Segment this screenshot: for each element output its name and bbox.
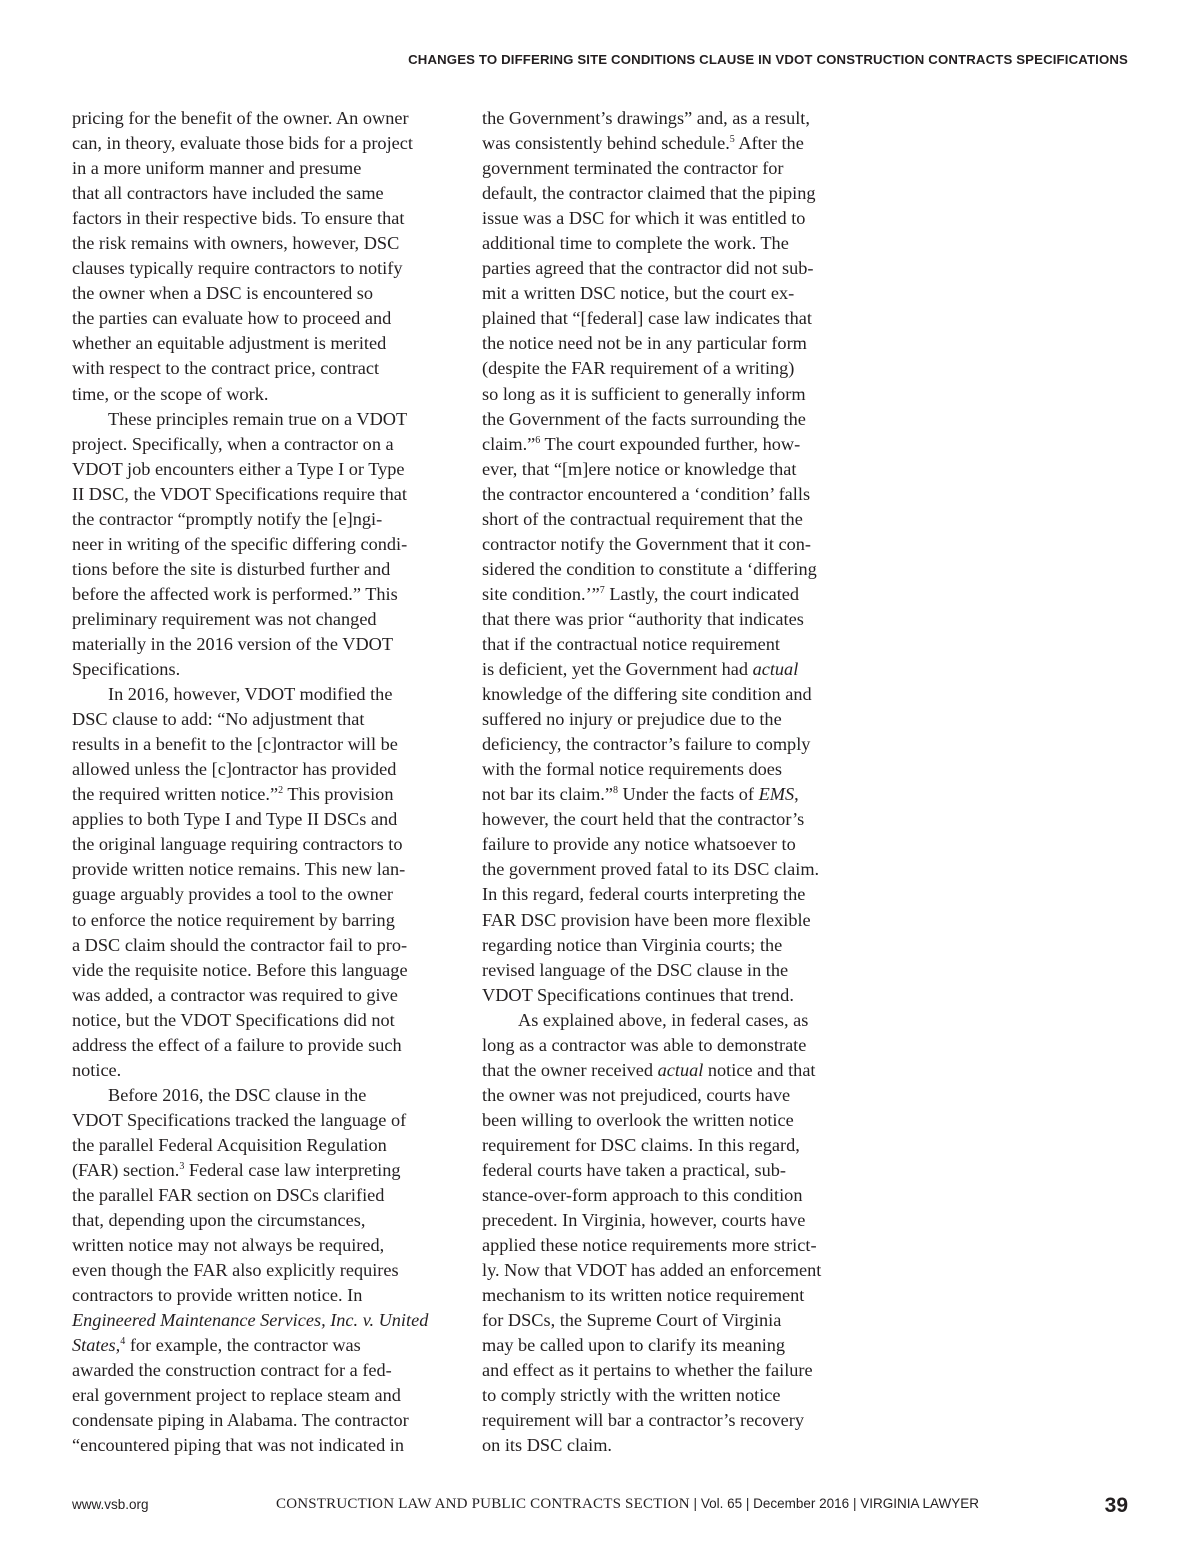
text-line xyxy=(72,882,457,907)
text-line xyxy=(72,181,457,206)
line-text: As explained above, in federal cases, as xyxy=(518,1009,809,1030)
line-text: contractors to provide written notice. In xyxy=(72,1285,363,1306)
text-line xyxy=(482,832,867,857)
text-line xyxy=(72,632,457,657)
text-line xyxy=(482,882,867,907)
line-text: II DSC, the VDOT Specifications require that xyxy=(72,483,407,504)
text-line xyxy=(72,1433,457,1458)
line-text: that, depending upon the circumstances, xyxy=(72,1210,366,1231)
line-text: allowed unless the [c]ontractor has provided xyxy=(72,759,397,780)
text-line xyxy=(482,1333,867,1358)
line-text: provide written notice remains. This new lan- xyxy=(72,859,406,880)
text-line xyxy=(482,306,867,331)
text-line xyxy=(482,657,867,682)
line-text: applied these notice requirements more strict- xyxy=(482,1235,817,1256)
text-line xyxy=(72,281,457,306)
line-text: to comply strictly with the written notice xyxy=(482,1385,781,1406)
text-line xyxy=(72,331,457,356)
line-text: deficiency, the contractor’s failure to comply xyxy=(482,734,811,755)
line-text: project. Specifically, when a contractor on a xyxy=(72,433,394,454)
text-line xyxy=(72,106,457,131)
text-line xyxy=(72,507,457,532)
line-text: vide the requisite notice. Before this language xyxy=(72,959,408,980)
line-text: address the effect of a failure to provide such xyxy=(72,1034,402,1055)
line-text: ly. Now that VDOT has added an enforcement xyxy=(482,1260,822,1281)
line-text: mit a written DSC notice, but the court ex- xyxy=(482,283,795,304)
footnote-ref: 3 xyxy=(179,1160,185,1172)
text-line xyxy=(482,206,867,231)
text-line xyxy=(482,482,867,507)
line-text: tions before the site is disturbed further and xyxy=(72,558,391,579)
line-text: Specifications. xyxy=(72,659,181,680)
text-line xyxy=(482,1108,867,1133)
text-line xyxy=(482,382,867,407)
line-text: Under the facts of xyxy=(617,784,759,805)
text-line xyxy=(72,582,457,607)
text-line xyxy=(72,1183,457,1208)
line-text: not bar its claim.” xyxy=(482,784,613,805)
text-line xyxy=(482,807,867,832)
page-number: 39 xyxy=(1104,1494,1128,1517)
body-column-right xyxy=(482,106,867,1459)
line-text: precedent. In Virginia, however, courts have xyxy=(482,1210,806,1231)
line-text: before the affected work is performed.” This xyxy=(72,583,398,604)
text-line xyxy=(482,707,867,732)
text-line xyxy=(72,933,457,958)
line-text: been willing to overlook the written notice xyxy=(482,1109,794,1130)
page-footer xyxy=(72,1494,1128,1518)
line-text: is deficient, yet the Government had xyxy=(482,659,753,680)
text-line xyxy=(72,682,457,707)
text-line xyxy=(72,1208,457,1233)
line-text: to enforce the notice requirement by barring xyxy=(72,909,395,930)
text-line xyxy=(72,857,457,882)
line-text: ever, that “[m]ere notice or knowledge that xyxy=(482,458,797,479)
line-text: government terminated the contractor for xyxy=(482,158,784,179)
line-text: These principles remain true on a VDOT xyxy=(108,408,408,429)
line-text: materially in the 2016 version of the VDOT xyxy=(72,633,394,654)
text-line xyxy=(72,1133,457,1158)
text-line xyxy=(482,256,867,281)
line-text: applies to both Type I and Type II DSCs and xyxy=(72,809,398,830)
line-text: the parties can evaluate how to proceed and xyxy=(72,308,392,329)
line-text: issue was a DSC for which it was entitled to xyxy=(482,208,806,229)
line-text: notice. xyxy=(72,1059,122,1080)
text-line xyxy=(72,1358,457,1383)
text-line xyxy=(482,156,867,181)
text-line xyxy=(72,156,457,181)
footnote-ref: 5 xyxy=(729,134,735,146)
text-line xyxy=(72,1108,457,1133)
line-text: notice, but the VDOT Specifications did not xyxy=(72,1009,395,1030)
line-text: VDOT Specifications tracked the language of xyxy=(72,1109,407,1130)
text-line xyxy=(482,582,867,607)
line-text: the owner when a DSC is encountered so xyxy=(72,283,374,304)
text-line xyxy=(482,281,867,306)
text-line xyxy=(482,432,867,457)
line-text: The court expounded further, how- xyxy=(540,433,801,454)
line-text: results in a benefit to the [c]ontractor will be xyxy=(72,734,398,755)
text-line xyxy=(72,231,457,256)
line-text: the government proved fatal to its DSC claim. xyxy=(482,859,820,880)
line-text: (despite the FAR requirement of a writing) xyxy=(482,358,795,379)
text-line xyxy=(72,432,457,457)
footer-website: www.vsb.org xyxy=(72,1497,149,1512)
line-text: condensate piping in Alabama. The contractor xyxy=(72,1410,409,1431)
text-line xyxy=(72,306,457,331)
line-text: that if the contractual notice requirement xyxy=(482,633,780,654)
line-text: additional time to complete the work. The xyxy=(482,233,789,254)
text-line xyxy=(72,832,457,857)
line-text: In this regard, federal courts interpreting the xyxy=(482,884,806,905)
footer-separator: | xyxy=(849,1496,861,1511)
line-text: notice and that xyxy=(703,1059,816,1080)
line-text: the required written notice.” xyxy=(72,784,279,805)
line-text: , xyxy=(794,784,799,805)
text-line xyxy=(72,983,457,1008)
line-text: that the owner received xyxy=(482,1059,658,1080)
line-text: on its DSC claim. xyxy=(482,1435,613,1456)
footer-separator: | xyxy=(742,1496,754,1511)
line-text: with respect to the contract price, contract xyxy=(72,358,380,379)
text-line xyxy=(72,908,457,933)
line-text: was added, a contractor was required to give xyxy=(72,984,398,1005)
line-text: contractor notify the Government that it con- xyxy=(482,533,811,554)
text-line xyxy=(482,857,867,882)
text-line xyxy=(482,757,867,782)
text-line xyxy=(482,1083,867,1108)
text-line xyxy=(72,807,457,832)
line-text: the Government of the facts surrounding the xyxy=(482,408,806,429)
line-text: the notice need not be in any particular form xyxy=(482,333,807,354)
line-text: requirement will bar a contractor’s recovery xyxy=(482,1410,804,1431)
text-line xyxy=(482,1033,867,1058)
text-line xyxy=(72,382,457,407)
line-text: the contractor “promptly notify the [e]ngi- xyxy=(72,508,383,529)
text-line xyxy=(72,607,457,632)
line-text: regarding notice than Virginia courts; the xyxy=(482,934,783,955)
text-line xyxy=(482,1008,867,1033)
text-line xyxy=(72,1008,457,1033)
line-text: was consistently behind schedule. xyxy=(482,133,730,154)
italic-text: States, xyxy=(72,1335,121,1356)
text-line xyxy=(72,206,457,231)
line-text: in a more uniform manner and presume xyxy=(72,158,362,179)
text-line xyxy=(72,782,457,807)
footer-separator: | xyxy=(689,1496,701,1511)
footnote-ref: 2 xyxy=(278,785,284,797)
line-text: the risk remains with owners, however, DSC xyxy=(72,233,400,254)
line-text: stance-over-form approach to this condition xyxy=(482,1185,803,1206)
text-line xyxy=(482,607,867,632)
line-text: (FAR) section. xyxy=(72,1159,180,1180)
line-text: with the formal notice requirements does xyxy=(482,759,783,780)
text-line xyxy=(72,1158,457,1183)
text-line xyxy=(72,1308,457,1333)
line-text: long as a contractor was able to demonstrate xyxy=(482,1034,807,1055)
body-column-left xyxy=(72,106,457,1459)
text-line xyxy=(482,958,867,983)
line-text: factors in their respective bids. To ensure that xyxy=(72,208,405,229)
text-line xyxy=(72,1408,457,1433)
text-line xyxy=(72,532,457,557)
text-line xyxy=(72,707,457,732)
line-text: revised language of the DSC clause in the xyxy=(482,959,789,980)
line-text: sidered the condition to constitute a ‘differing xyxy=(482,558,817,579)
line-text: short of the contractual requirement that the xyxy=(482,508,803,529)
line-text: the contractor encountered a ‘condition’ falls xyxy=(482,483,811,504)
italic-text: actual xyxy=(752,659,799,680)
line-text: failure to provide any notice whatsoever to xyxy=(482,834,796,855)
italic-text: EMS xyxy=(758,784,795,805)
line-text: eral government project to replace steam and xyxy=(72,1385,401,1406)
text-line xyxy=(72,557,457,582)
text-line xyxy=(482,1283,867,1308)
line-text: the Government’s drawings” and, as a result, xyxy=(482,108,810,128)
line-text: knowledge of the differing site condition and xyxy=(482,684,812,705)
text-line xyxy=(72,457,457,482)
text-line xyxy=(482,557,867,582)
text-line xyxy=(482,1158,867,1183)
line-text: Federal case law interpreting xyxy=(184,1159,401,1180)
line-text: however, the court held that the contractor’s xyxy=(482,809,805,830)
line-text: a DSC claim should the contractor fail to pro- xyxy=(72,934,408,955)
text-line xyxy=(72,407,457,432)
line-text: DSC clause to add: “No adjustment that xyxy=(72,709,365,730)
text-line xyxy=(72,732,457,757)
footnote-ref: 4 xyxy=(120,1336,126,1348)
line-text: the parallel FAR section on DSCs clarified xyxy=(72,1185,385,1206)
line-text: whether an equitable adjustment is merited xyxy=(72,333,387,354)
line-text: default, the contractor claimed that the piping xyxy=(482,183,816,204)
italic-text: Engineered Maintenance Services, Inc. v. United xyxy=(72,1310,429,1331)
running-header: CHANGES TO DIFFERING SITE CONDITIONS CLAUSE IN VDOT CONSTRUCTION CONTRACTS SPECIFICATIONS xyxy=(408,52,1128,67)
line-text: can, in theory, evaluate those bids for a project xyxy=(72,133,413,154)
text-line xyxy=(72,482,457,507)
text-line xyxy=(482,1383,867,1408)
line-text: “encountered piping that was not indicated in xyxy=(72,1435,405,1456)
line-text: for DSCs, the Supreme Court of Virginia xyxy=(482,1310,782,1331)
footer-date: December 2016 xyxy=(753,1496,850,1511)
line-text: site condition.’” xyxy=(482,583,600,604)
line-text: Before 2016, the DSC clause in the xyxy=(108,1084,367,1105)
text-line xyxy=(72,958,457,983)
line-text: for example, the contractor was xyxy=(125,1335,361,1356)
line-text: so long as it is sufficient to generally inform xyxy=(482,383,806,404)
line-text: claim.” xyxy=(482,433,536,454)
text-line xyxy=(482,1208,867,1233)
text-line xyxy=(482,1133,867,1158)
line-text: guage arguably provides a tool to the owner xyxy=(72,884,394,905)
line-text: that all contractors have included the same xyxy=(72,183,384,204)
italic-text: actual xyxy=(657,1059,704,1080)
text-line xyxy=(482,356,867,381)
line-text: clauses typically require contractors to notify xyxy=(72,258,403,279)
text-line xyxy=(482,1058,867,1083)
text-line xyxy=(482,331,867,356)
text-line xyxy=(72,1033,457,1058)
line-text: and effect as it pertains to whether the failure xyxy=(482,1360,813,1381)
footnote-ref: 8 xyxy=(612,785,618,797)
text-line xyxy=(72,256,457,281)
line-text: even though the FAR also explicitly requires xyxy=(72,1260,399,1281)
line-text: After the xyxy=(734,133,804,154)
text-line xyxy=(72,1283,457,1308)
text-line xyxy=(72,1383,457,1408)
line-text: In 2016, however, VDOT modified the xyxy=(108,684,393,705)
text-line xyxy=(482,131,867,156)
text-line xyxy=(482,682,867,707)
line-text: parties agreed that the contractor did not sub- xyxy=(482,258,814,279)
text-line xyxy=(72,1233,457,1258)
line-text: pricing for the benefit of the owner. An owner xyxy=(72,108,409,128)
line-text: neer in writing of the specific differing condi- xyxy=(72,533,408,554)
line-text: awarded the construction contract for a fed- xyxy=(72,1360,392,1381)
footnote-ref: 6 xyxy=(535,434,541,446)
text-line xyxy=(482,1183,867,1208)
text-line xyxy=(482,106,867,131)
line-text: the original language requiring contractors to xyxy=(72,834,403,855)
text-line xyxy=(482,457,867,482)
footer-section-name: CONSTRUCTION LAW AND PUBLIC CONTRACTS SECTION xyxy=(276,1496,690,1512)
line-text: written notice may not always be required, xyxy=(72,1235,385,1256)
line-text: the parallel Federal Acquisition Regulation xyxy=(72,1134,387,1155)
text-line xyxy=(482,908,867,933)
line-text: VDOT job encounters either a Type I or Type xyxy=(72,458,405,479)
footnote-ref: 7 xyxy=(599,584,605,596)
line-text: suffered no injury or prejudice due to the xyxy=(482,709,782,730)
line-text: the owner was not prejudiced, courts have xyxy=(482,1084,791,1105)
text-line xyxy=(482,933,867,958)
text-line xyxy=(482,1433,867,1458)
text-line xyxy=(482,1358,867,1383)
line-text: time, or the scope of work. xyxy=(72,383,269,404)
line-text: This provision xyxy=(283,784,394,805)
text-line xyxy=(482,732,867,757)
text-line xyxy=(72,1333,457,1358)
footer-volume: Vol. 65 xyxy=(700,1496,743,1511)
text-line xyxy=(482,1233,867,1258)
text-line xyxy=(72,1258,457,1283)
line-text: requirement for DSC claims. In this regard, xyxy=(482,1134,800,1155)
text-line xyxy=(482,1408,867,1433)
text-line xyxy=(482,983,867,1008)
text-line xyxy=(482,181,867,206)
text-line xyxy=(72,657,457,682)
line-text: that there was prior “authority that indicates xyxy=(482,608,804,629)
footer-publication: VIRGINIA LAWYER xyxy=(860,1496,979,1511)
text-line xyxy=(482,1308,867,1333)
line-text: VDOT Specifications continues that trend. xyxy=(482,984,794,1005)
text-line xyxy=(72,1058,457,1083)
text-line xyxy=(482,1258,867,1283)
text-line xyxy=(482,407,867,432)
text-line xyxy=(482,632,867,657)
line-text: mechanism to its written notice requirement xyxy=(482,1285,805,1306)
text-line xyxy=(72,131,457,156)
text-line xyxy=(482,507,867,532)
line-text: Lastly, the court indicated xyxy=(604,583,800,604)
text-line xyxy=(72,757,457,782)
line-text: FAR DSC provision have been more flexible xyxy=(482,909,811,930)
line-text: preliminary requirement was not changed xyxy=(72,608,377,629)
line-text: may be called upon to clarify its meaning xyxy=(482,1335,786,1356)
line-text: plained that “[federal] case law indicates that xyxy=(482,308,812,329)
text-line xyxy=(482,782,867,807)
footer-issue-line xyxy=(276,1496,979,1513)
text-line xyxy=(482,532,867,557)
text-line xyxy=(72,356,457,381)
text-line xyxy=(72,1083,457,1108)
text-line xyxy=(482,231,867,256)
line-text: federal courts have taken a practical, sub- xyxy=(482,1159,787,1180)
